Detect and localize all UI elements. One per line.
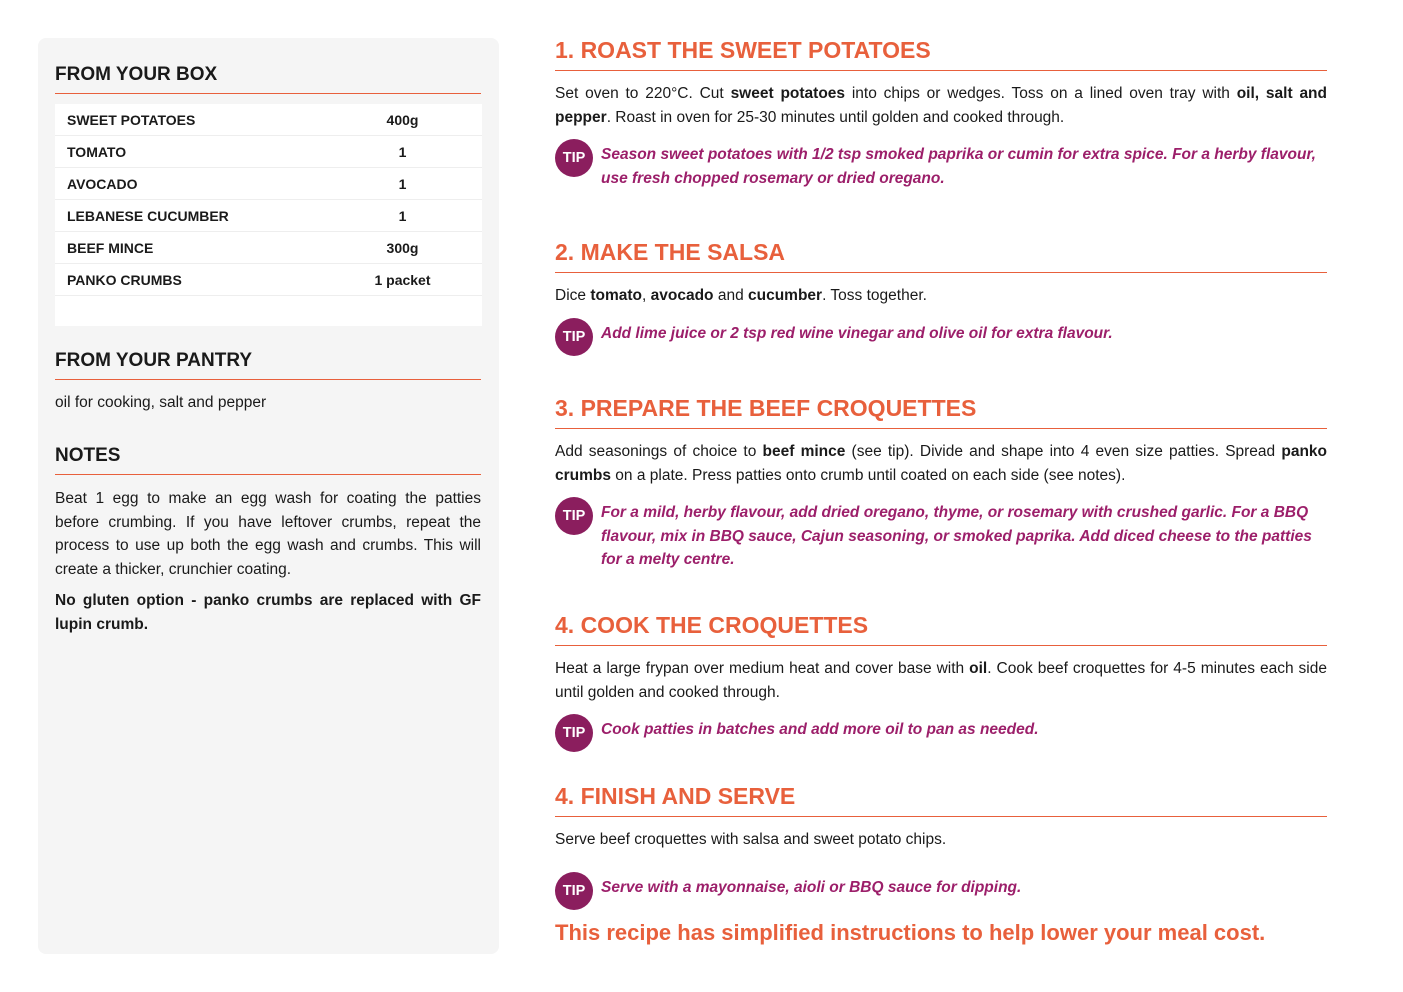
ingredients-table (55, 104, 482, 326)
tip (555, 718, 1327, 752)
step-5 (555, 783, 1327, 910)
ingredient-name: BEEF MINCE (67, 239, 154, 256)
step-title: 4. COOK THE CROQUETTES (555, 612, 1327, 646)
step-body-text: Dice (555, 287, 591, 304)
ingredient-qty: 1 packet (374, 271, 431, 288)
ingredient-row (55, 136, 482, 168)
tip-text: Serve with a mayonnaise, aioli or BBQ sauce for dipping. (601, 878, 1022, 896)
step-body-emphasis: panko crumbs (555, 443, 1328, 484)
ingredient-row (55, 264, 482, 296)
step-body-text: on a plate. Press patties onto crumb until coated on each side (see notes). (611, 466, 1126, 484)
step-title: 1. ROAST THE SWEET POTATOES (555, 37, 1327, 71)
step-body-emphasis: avocado (650, 287, 714, 304)
notes-heading: NOTES (55, 445, 481, 475)
step-body-text: Serve beef croquettes with salsa and sweet potato chips. (555, 831, 947, 848)
method-steps (555, 37, 1327, 946)
tip (555, 876, 1327, 910)
step-title: 4. FINISH AND SERVE (555, 783, 1327, 817)
step-body-text: (see tip). Divide and shape into 4 even size patties. Spread (845, 443, 1282, 460)
tip-text: Season sweet potatoes with 1/2 tsp smoked paprika or cumin for extra spice. For a herby flavour, use fresh chopped rosemary or dried oregano. (601, 146, 1316, 187)
step-1 (555, 37, 1327, 239)
step-body-emphasis: oil (969, 660, 988, 677)
step-body-emphasis: cucumber (748, 287, 823, 304)
ingredient-name: TOMATO (67, 143, 127, 160)
gluten-free-note: No gluten option - panko crumbs are replaced with GF lupin crumb. (55, 592, 481, 633)
step-body-text: Add seasonings of choice to (555, 443, 763, 460)
step-body-emphasis: tomato (590, 287, 642, 304)
tip-text: For a mild, herby flavour, add dried oregano, thyme, or rosemary with crushed garlic. For a BBQ flavour, mix in BBQ sauce, Cajun seasoning, or smoked paprika. Add diced cheese to the patties for a melty centre. (601, 504, 1312, 568)
step-title: 3. PREPARE THE BEEF CROQUETTES (555, 395, 1327, 429)
ingredient-name: PANKO CRUMBS (67, 271, 182, 288)
step-body-emphasis: beef mince (762, 443, 846, 460)
step-body-text: Heat a large frypan over medium heat and cover base with (555, 660, 970, 677)
ingredient-name: LEBANESE CUCUMBER (67, 207, 229, 224)
step-body-text: and (713, 287, 748, 304)
step-body (555, 440, 1327, 487)
footer-note: This recipe has simplified instructions to help lower your meal cost. (555, 919, 1266, 945)
step-body-text: . Cook beef croquettes for 4-5 minutes each side until golden and cooked through. (555, 660, 1327, 701)
tip-badge-icon: TIP (555, 139, 593, 177)
step-body-text: , (642, 287, 651, 304)
pantry-text: oil for cooking, salt and pepper (55, 394, 267, 411)
step-title: 2. MAKE THE SALSA (555, 239, 1327, 273)
tip-badge-icon: TIP (555, 714, 593, 752)
step-body-text: into chips or wedges. Toss on a lined oven tray with (845, 85, 1237, 102)
ingredient-row (55, 200, 482, 232)
tip-badge-icon: TIP (555, 872, 593, 910)
ingredient-qty: 300g (386, 239, 419, 256)
ingredient-row (55, 104, 482, 136)
tip-text: Cook patties in batches and add more oil to pan as needed. (601, 721, 1039, 738)
ingredient-qty: 1 (398, 143, 407, 160)
ingredient-qty: 400g (386, 111, 419, 128)
step-4 (555, 612, 1327, 783)
from-your-box-heading: FROM YOUR BOX (55, 64, 481, 94)
from-your-pantry-heading: FROM YOUR PANTRY (55, 350, 481, 380)
tip (555, 322, 1327, 356)
tip-badge-icon: TIP (555, 497, 593, 535)
ingredient-qty: 1 (398, 175, 407, 192)
step-body-text: . Roast in oven for 25-30 minutes until golden and cooked through. (606, 108, 1065, 126)
step-body (555, 828, 1327, 852)
ingredient-qty: 1 (398, 207, 407, 224)
tip (555, 501, 1327, 572)
step-3 (555, 395, 1327, 612)
ingredients-panel (38, 38, 499, 954)
step-body (555, 284, 1327, 308)
step-2 (555, 239, 1327, 395)
ingredient-row (55, 168, 482, 200)
step-body-emphasis: oil, salt and pepper (555, 85, 1327, 126)
step-body-text: Set oven to 220°C. Cut (555, 85, 731, 102)
step-body (555, 82, 1327, 129)
step-body (555, 657, 1327, 704)
step-body-text: . Toss together. (822, 287, 927, 304)
tip (555, 143, 1327, 190)
ingredient-row (55, 232, 482, 264)
tip-badge-icon: TIP (555, 318, 593, 356)
ingredient-name: AVOCADO (67, 175, 138, 192)
notes-text: Beat 1 egg to make an egg wash for coating the patties before crumbing. If you have leftover crumbs, repeat the process to use up both the egg wash and crumbs. This will create a thicker, crunchier coating. (55, 490, 481, 578)
step-body-emphasis: sweet potatoes (730, 85, 846, 102)
ingredient-name: SWEET POTATOES (67, 111, 196, 128)
tip-text: Add lime juice or 2 tsp red wine vinegar and olive oil for extra flavour. (601, 324, 1113, 342)
